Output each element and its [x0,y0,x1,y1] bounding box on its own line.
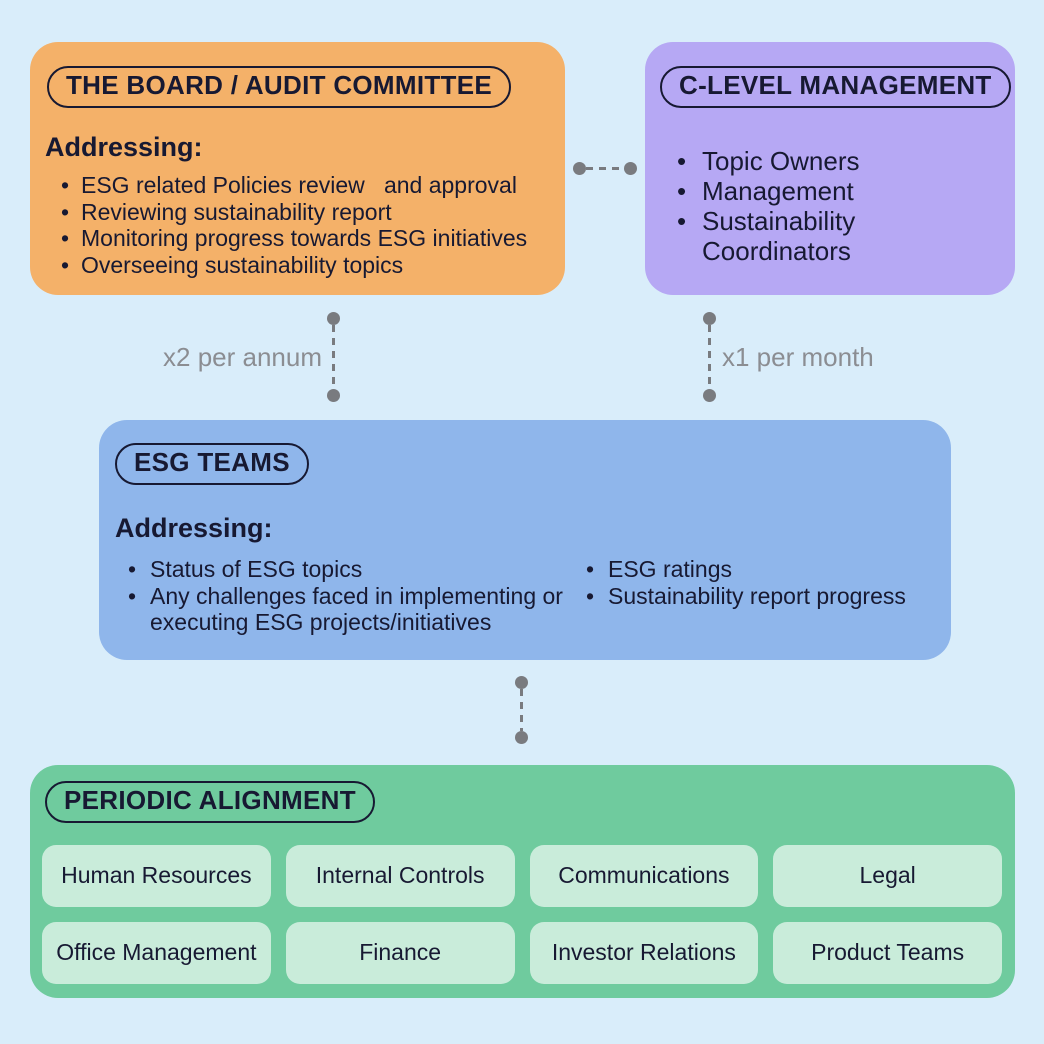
board-audit-committee-box [30,42,565,295]
board-bullet-list [61,172,549,279]
chip-human-resources: Human Resources [42,845,271,907]
board-title-pill: THE BOARD / AUDIT COMMITTEE [47,66,511,108]
clevel-esg-connector [703,312,716,402]
connector-dot [327,389,340,402]
connector-dash-line [586,167,624,170]
chip-product-teams: Product Teams [773,922,1002,984]
chip-finance: Finance [286,922,515,984]
connector-dot [327,312,340,325]
list-item: • ESG related Policies review and approval [61,172,549,199]
list-item: • Monitoring progress towards ESG initiatives [61,225,549,252]
board-esg-connector [327,312,340,402]
list-item: • Sustainability Coordinators [677,206,999,266]
connector-dot [703,312,716,325]
chip-legal: Legal [773,845,1002,907]
alignment-title-pill: PERIODIC ALIGNMENT [45,781,375,823]
periodic-alignment-box [30,765,1015,998]
esg-subheading: Addressing: [115,512,273,543]
list-item: • Any challenges faced in implementing or executing ESG projects/initiatives [128,583,586,636]
connector-dot [515,676,528,689]
clevel-esg-frequency-label: x1 per month [722,342,874,372]
connector-dot [703,389,716,402]
list-item: • ESG ratings [586,556,926,583]
esg-bullet-columns [115,556,935,636]
list-item: • Topic Owners [677,146,999,176]
chip-office-management: Office Management [42,922,271,984]
chip-communications: Communications [530,845,759,907]
board-subheading: Addressing: [45,131,203,162]
connector-dot [624,162,637,175]
esg-bullet-list-left [128,556,586,636]
connector-dot [573,162,586,175]
chip-internal-controls: Internal Controls [286,845,515,907]
clevel-title-pill: C-LEVEL MANAGEMENT [660,66,1011,108]
board-clevel-connector [573,162,637,175]
esg-title-pill: ESG TEAMS [115,443,309,485]
alignment-chip-grid [42,845,1002,984]
list-item: • Sustainability report progress [586,583,926,610]
connector-dash-line [708,325,711,389]
connector-dash-line [520,689,523,731]
esg-alignment-connector [515,676,528,744]
c-level-management-box [645,42,1015,295]
list-item: • Status of ESG topics [128,556,586,583]
connector-dot [515,731,528,744]
chip-investor-relations: Investor Relations [530,922,759,984]
list-item: • Management [677,176,999,206]
esg-teams-box [99,420,951,660]
list-item: • Overseeing sustainability topics [61,252,549,279]
esg-bullet-list-right [586,556,926,636]
list-item: • Reviewing sustainability report [61,199,549,226]
board-esg-frequency-label: x2 per annum [163,342,322,372]
connector-dash-line [332,325,335,389]
clevel-bullet-list [677,146,999,267]
